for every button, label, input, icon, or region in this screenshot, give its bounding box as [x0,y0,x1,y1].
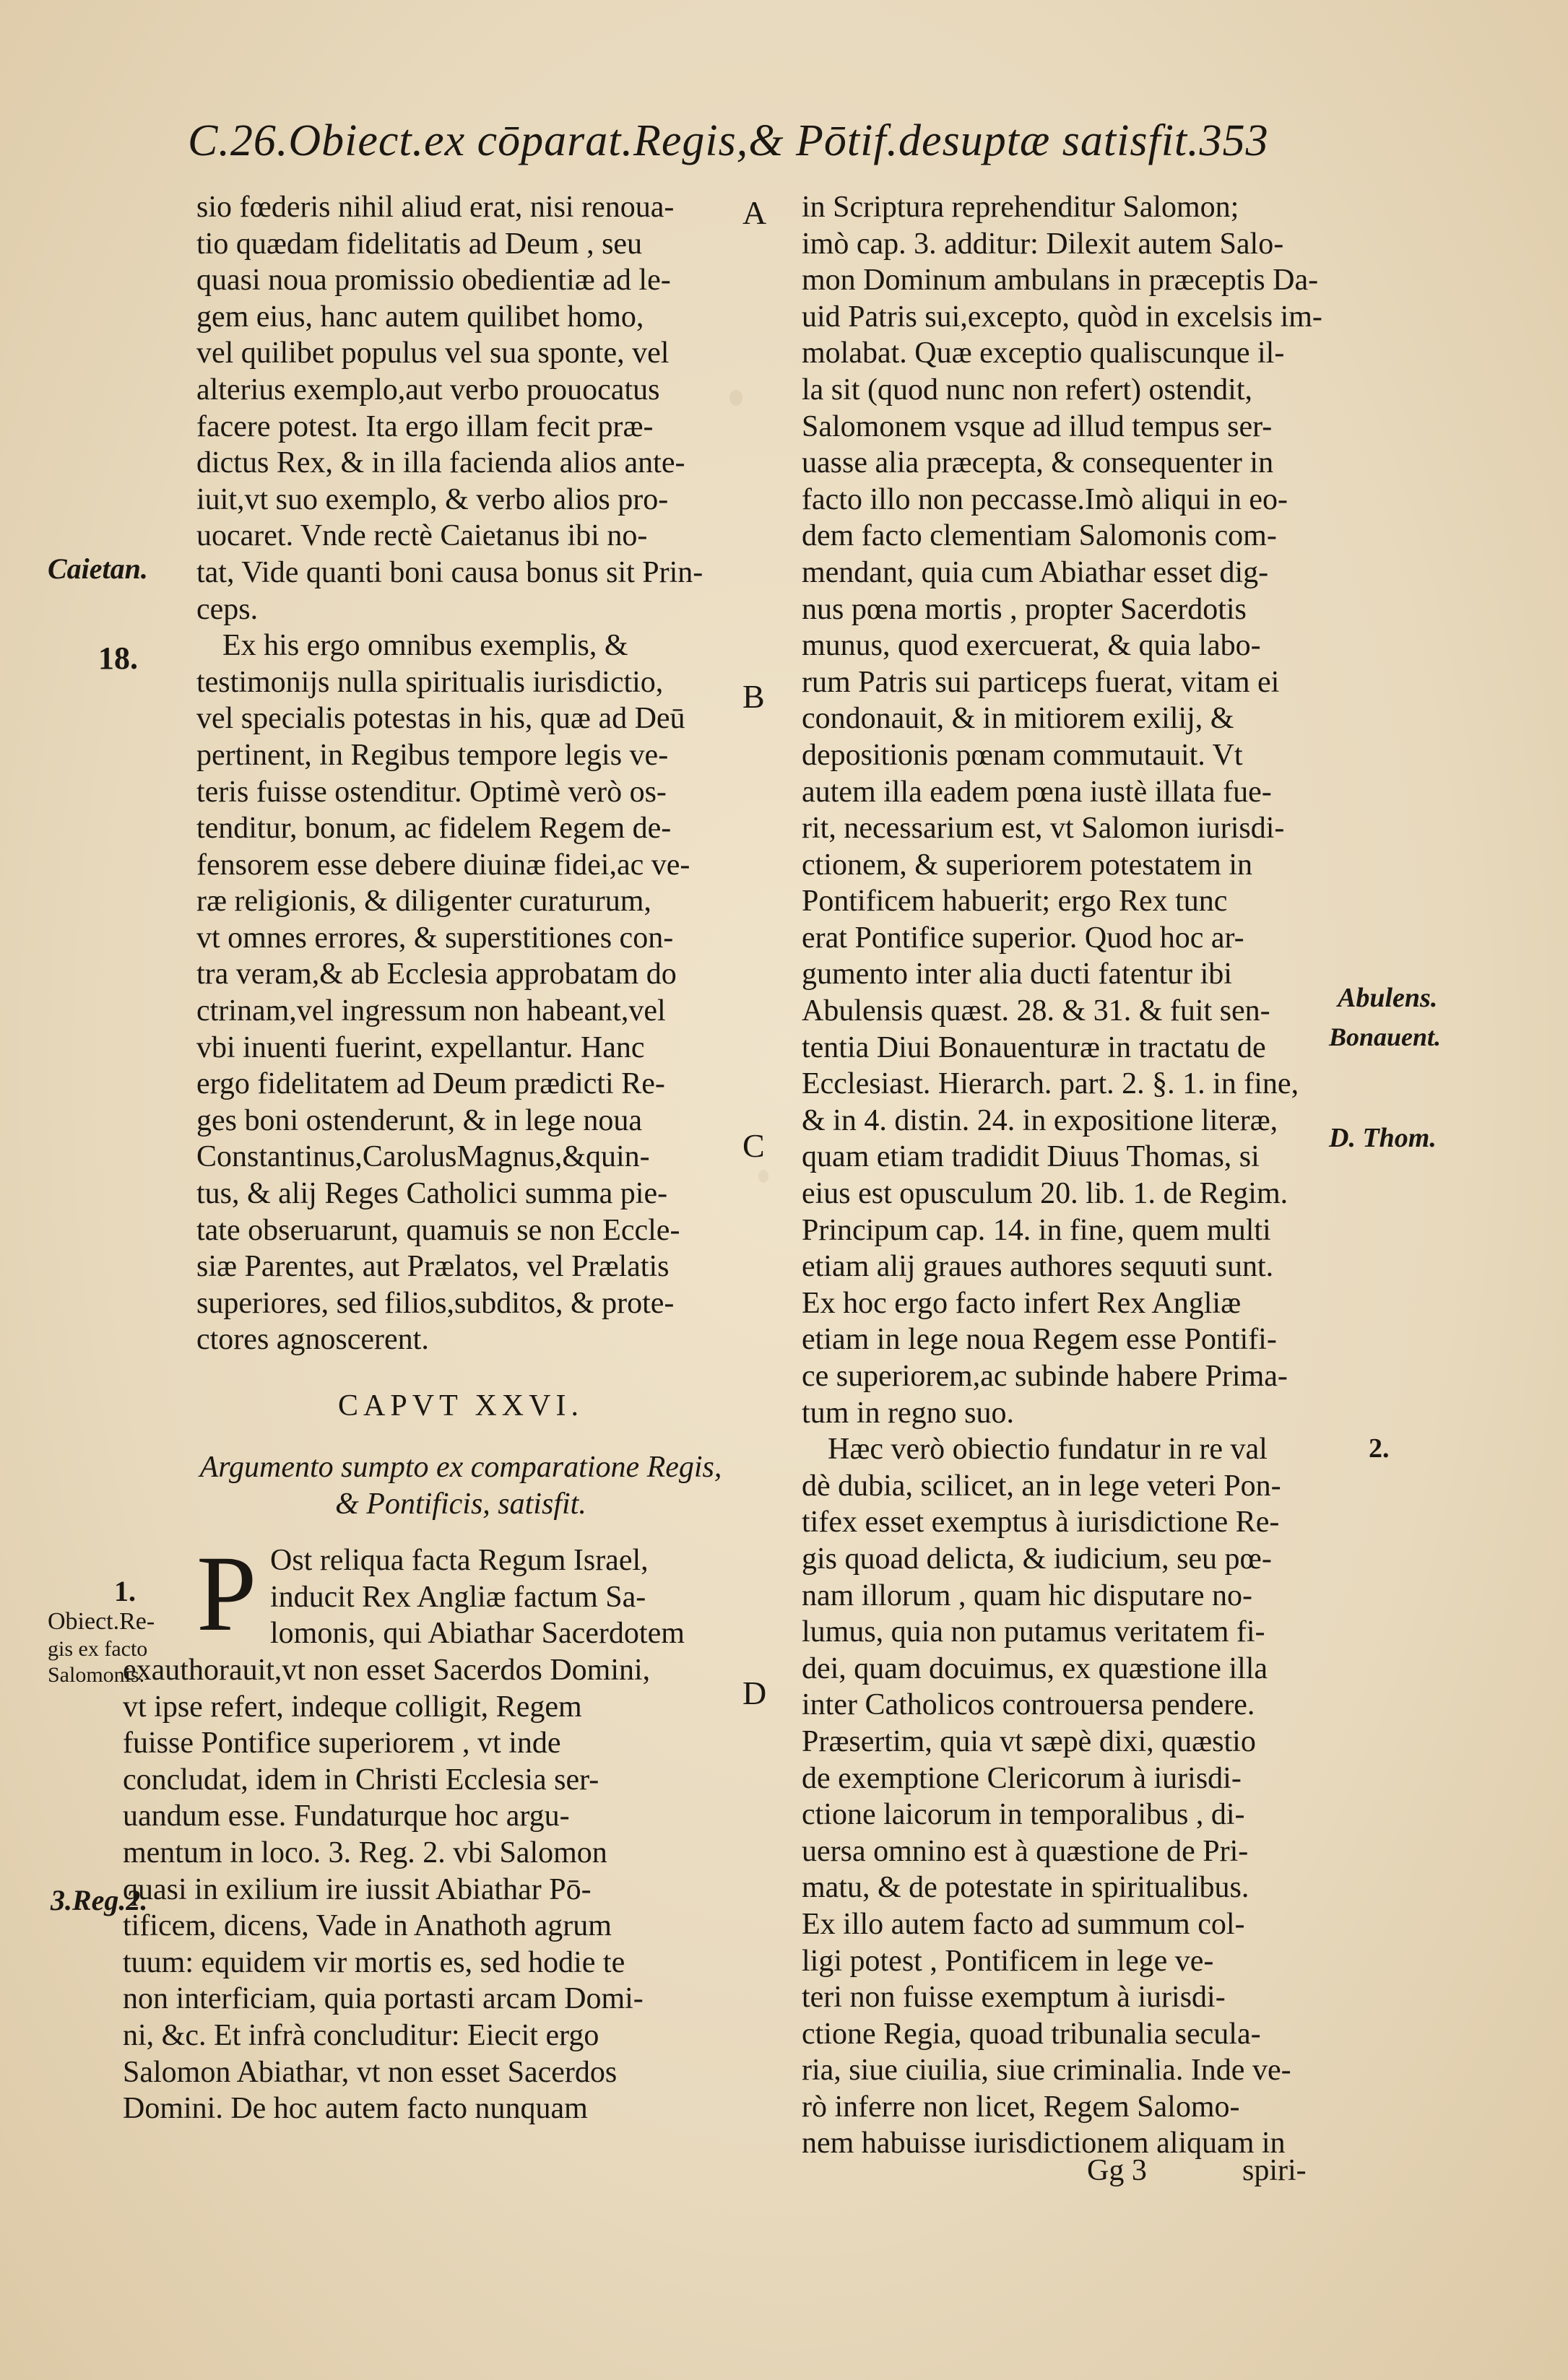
margin-note-abulens: Abulens. [1338,983,1438,1013]
text-line: ria, siue ciuilia, siue criminalia. Inde ve- [802,2054,1291,2088]
text-line: facere potest. Ita ergo illam fecit præ- [196,409,654,443]
text-line: vel specialis potestas in his, quæ ad Deū [196,702,685,736]
text-line: Principum cap. 14. in fine, quem multi [802,1213,1271,1247]
text-line: tat, Vide quanti boni causa bonus sit Prin- [196,555,703,589]
text-line: tra veram,& ab Ecclesia approbatam do [196,957,677,991]
text-line: gumento inter alia ducti fatentur ibi [802,957,1232,991]
section-marker-c: C [742,1127,765,1164]
text-line: gem eius, hanc autem quilibet homo, [196,300,644,334]
text-line: nem habuisse iurisdictionem aliquam in [802,2127,1286,2160]
text-line: Pontificem habuerit; ergo Rex tunc [802,885,1228,918]
text-line: inducit Rex Angliæ factum Sa- [270,1580,646,1614]
text-line: etiam alij graues authores sequuti sunt. [802,1250,1274,1284]
text-line: uocaret. Vnde rectè Caietanus ibi no- [196,519,648,553]
text-line: nus pœna mortis , propter Sacerdotis [802,592,1247,626]
margin-note-obiect-3: Salomonis. [48,1663,145,1687]
left-column [123,189,725,2127]
text-line: teris fuisse ostenditur. Optimè verò os- [196,775,667,809]
text-line: mentum in loco. 3. Reg. 2. vbi Salomon [123,1836,607,1869]
text-line: nam illorum , quam hic disputare no- [802,1578,1253,1612]
text-line: erat Pontifice superior. Quod hoc ar- [802,921,1244,955]
text-line: vel quilibet populus vel sua sponte, vel [196,336,670,370]
text-line: in Scriptura reprehenditur Salomon; [802,191,1239,224]
text-line: la sit (quod nunc non refert) ostendit, [802,373,1253,407]
text-line: siæ Parentes, aut Prælatos, vel Prælatis [196,1250,670,1284]
text-line: & in 4. distin. 24. in expositione literæ, [802,1103,1278,1137]
ink-spot [729,390,742,406]
text-line: Ecclesiast. Hierarch. part. 2. §. 1. in fine, [802,1067,1299,1101]
section-marker-b: B [742,678,765,715]
text-line: sio fœderis nihil aliud erat, nisi renoua- [196,191,675,224]
text-line: Salomon Abiathar, vt non esset Sacerdos [123,2055,618,2089]
text-line: vt omnes errores, & superstitiones con- [196,921,674,955]
text-line: tentia Diui Bonauenturæ in tractatu de [802,1030,1266,1064]
text-line: mendant, quia cum Abiathar esset dig- [802,555,1269,589]
text-line: uandum esse. Fundaturque hoc argu- [123,1799,570,1833]
signature-mark: Gg 3 [1087,2154,1147,2187]
text-line: quam etiam tradidit Diuus Thomas, si [802,1140,1260,1174]
margin-note-thom: D. Thom. [1329,1123,1437,1153]
text-line: munus, quod exercuerat, & quia labo- [802,629,1261,663]
text-line: tate obseruarunt, quamuis se non Eccle- [196,1213,680,1247]
text-line: Domini. De hoc autem facto nunquam [123,2092,588,2126]
text-line: depositionis pœnam commutauit. Vt [802,738,1243,772]
text-line: tificem, dicens, Vade in Anathoth agrum [123,1909,612,1943]
text-line: vbi inuenti fuerint, expellantur. Hanc [196,1030,645,1064]
text-line: lomonis, qui Abiathar Sacerdotem [270,1617,685,1651]
text-line: ctrinam,vel ingressum non habeant,vel [196,994,666,1028]
argument-line: & Pontificis, satisfit. [335,1487,586,1521]
text-line: condonauit, & in mitiorem exilij, & [802,702,1234,736]
text-line: fensorem esse debere diuinæ fidei,ac ve- [196,848,690,882]
margin-note-1: 1. [114,1575,136,1607]
text-line: superiores, sed filios,subditos, & prote- [196,1286,675,1320]
text-line: pertinent, in Regibus tempore legis ve- [196,738,669,772]
text-line: tum in regno suo. [802,1396,1014,1430]
text-line: Ost reliqua facta Regum Israel, [270,1544,649,1578]
text-line: rum Patris sui particeps fuerat, vitam ei [802,665,1280,699]
text-line: eius est opusculum 20. lib. 1. de Regim. [802,1177,1288,1211]
text-line: iuit,vt suo exemplo, & verbo alios pro- [196,482,669,516]
text-line: exauthorauit,vt non esset Sacerdos Domini, [123,1653,651,1687]
text-line: dem facto clementiam Salomonis com- [802,519,1277,553]
text-line: gis quoad delicta, & iudicium, seu pœ- [802,1542,1272,1576]
text-line: inter Catholicos controuersa pendere. [802,1688,1255,1722]
text-line: tus, & alij Reges Catholici summa pie- [196,1177,668,1211]
text-line: tuum: equidem vir mortis es, sed hodie te [123,1945,625,1979]
text-line: ligi potest , Pontificem in lege ve- [802,1944,1214,1978]
margin-note-18: 18. [98,640,138,676]
text-line: dei, quam docuimus, ex quæstione illa [802,1651,1268,1685]
text-line: tenditur, bonum, ac fidelem Regem de- [196,812,672,846]
text-line: ce superiorem,ac subinde habere Prima- [802,1360,1288,1393]
text-line: vt ipse refert, indeque colligit, Regem [123,1690,582,1724]
text-line: quasi noua promissio obedientiæ ad le- [196,264,671,298]
text-line: ceps. [196,592,259,626]
text-line: uasse alia præcepta, & consequenter in [802,446,1274,480]
text-line: tifex esset exemptus à iurisdictione Re- [802,1506,1280,1539]
text-line: molabat. Quæ exceptio qualiscunque il- [802,336,1285,370]
text-line: de exemptione Clericorum à iurisdi- [802,1761,1242,1795]
text-line: Ex hoc ergo facto infert Rex Angliæ [802,1286,1242,1320]
text-line: lumus, quia non putamus veritatem fi- [802,1615,1265,1649]
text-line: ni, &c. Et infrà concluditur: Eiecit ergo [123,2018,599,2052]
text-line: non interficiam, quia portasti arcam Domi- [123,1982,644,2016]
text-line: testimonijs nulla spiritualis iurisdictio, [196,665,664,699]
text-line: uersa omnino est à quæstione de Pri- [802,1834,1249,1868]
text-line: ctione laicorum in temporalibus , di- [802,1798,1245,1832]
text-line: concludat, idem in Christi Ecclesia ser- [123,1763,599,1797]
text-line: Præsertim, quia vt sæpè dixi, quæstio [802,1724,1256,1758]
text-line: alterius exemplo,aut verbo prouocatus [196,373,660,407]
text-line: Salomonem vsque ad illud tempus ser- [802,409,1273,443]
catchword: spiri- [1242,2154,1307,2187]
text-line: matu, & de potestate in spiritualibus. [802,1871,1249,1905]
text-line: ræ religionis, & diligenter curaturum, [196,885,651,918]
text-line: fuisse Pontifice superiorem , vt inde [123,1727,561,1760]
text-line: Ex illo autem facto ad summum col- [802,1907,1245,1941]
text-line: Ex his ergo omnibus exemplis, & [222,629,628,663]
section-marker-a: A [742,194,767,231]
text-line: Abulensis quæst. 28. & 31. & fuit sen- [802,994,1270,1028]
argument-line: Argumento sumpto ex comparatione Regis, [199,1451,722,1484]
section-marker-d: D [742,1675,767,1711]
text-line: uid Patris sui,excepto, quòd in excelsis im- [802,300,1322,334]
margin-note-obiect-2: gis ex facto [48,1637,148,1661]
text-line: dictus Rex, & in illa facienda alios ante- [196,446,685,480]
margin-note-bonauent: Bonauent. [1329,1022,1442,1051]
chapter-body [123,1534,725,2127]
drop-cap: P [196,1534,257,1654]
text-line: quasi in exilium ire iussit Abiathar Pō- [123,1872,592,1906]
margin-note-reg: 3.Reg.2. [51,1884,148,1916]
margin-note-2: 2. [1369,1433,1390,1464]
margin-note-obiect-1: Obiect.Re- [48,1608,155,1635]
chapter-title: CAPVT XXVI. [338,1389,584,1423]
text-line: ges boni ostenderunt, & in lege noua [196,1103,643,1137]
text-line: Hæc verò obiectio fundatur in re val [828,1433,1268,1467]
text-line: tio quædam fidelitatis ad Deum , seu [196,227,643,261]
right-column [802,189,1325,2162]
text-line: teri non fuisse exemptum à iurisdi- [802,1981,1226,2015]
running-header: C.26.Obiect.ex cōparat.Regis,& Pōtif.desuptæ satisfit.353 [188,116,1269,165]
text-line: ctores agnoscerent. [196,1323,429,1357]
text-line: etiam in lege noua Regem esse Pontifi- [802,1323,1277,1357]
text-line: ctione Regia, quoad tribunalia secula- [802,2017,1261,2051]
text-line: autem illa eadem pœna iustè illata fue- [802,775,1272,809]
text-line: mon Dominum ambulans in præceptis Da- [802,264,1319,298]
text-line: ctionem, & superiorem potestatem in [802,848,1253,882]
text-line: imò cap. 3. additur: Dilexit autem Salo- [802,227,1284,261]
left-paragraphs [196,189,725,1358]
chapter-text [123,1534,725,2127]
text-line: Constantinus,CarolusMagnus,&quin- [196,1140,650,1174]
text-line: dè dubia, scilicet, an in lege veteri Pon- [802,1469,1281,1503]
text-line: rò inferre non licet, Regem Salomo- [802,2090,1240,2124]
margin-note-caietan: Caietan. [48,552,148,585]
text-line: facto illo non peccasse.Imò aliqui in eo- [802,482,1288,516]
text-line: ergo fidelitatem ad Deum prædicti Re- [196,1067,665,1101]
text-line: rit, necessarium est, vt Salomon iurisdi- [802,812,1285,846]
ink-spot [758,1170,768,1183]
